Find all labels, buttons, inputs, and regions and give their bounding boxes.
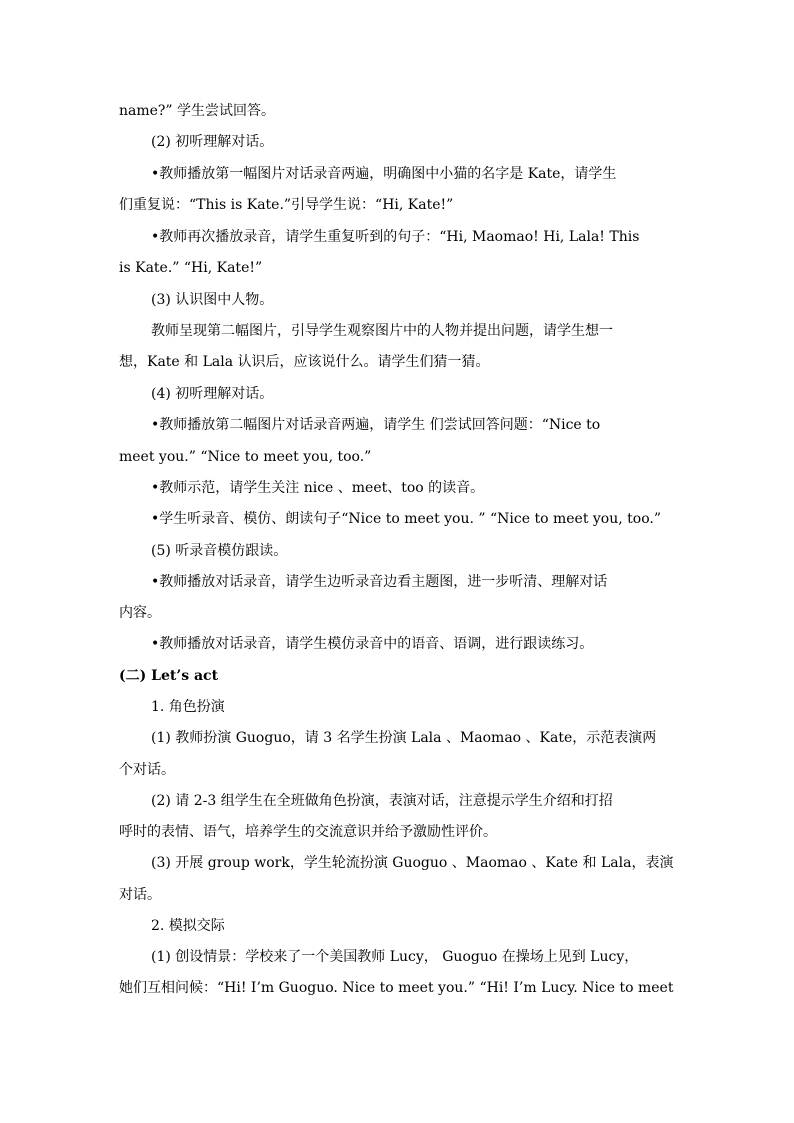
text-line: 对话。	[119, 887, 161, 903]
bullet-line: •教师播放对话录音，请学生模仿录音中的语音、语调，进行跟读练习。	[151, 636, 594, 652]
numbered-line: (3) 开展 group work，学生轮流扮演 Guoguo 、Maomao 、Kate 和 Lala，表演	[151, 855, 674, 871]
bullet-line: •教师再次播放录音，请学生重复听到的句子：“Hi, Maomao! Hi, Lala! This	[151, 229, 640, 245]
bullet-line: •教师播放对话录音，请学生边听录音边看主题图，进一步听清、理解对话	[151, 574, 608, 590]
section-heading: (二) Let’s act	[119, 668, 219, 684]
numbered-line: (2) 请 2-3 组学生在全班做角色扮演，表演对话，注意提示学生介绍和打招	[151, 793, 613, 809]
bullet-line: •学生听录音、模仿、朗读句子“Nice to meet you. ” “Nice to meet you, too.”	[151, 511, 661, 527]
numbered-line: (1) 创设情景：学校来了一个美国教师 Lucy， Guoguo 在操场上见到 Lucy，	[151, 949, 639, 965]
text-line: 个对话。	[119, 762, 175, 778]
text-line: is Kate.” “Hi, Kate!”	[119, 260, 263, 276]
subsection-heading: (3) 认识图中人物。	[151, 292, 274, 308]
subsection-heading: 2. 模拟交际	[151, 918, 225, 934]
text-line: 她们互相问候：“Hi! I’m Guoguo. Nice to meet you.” “Hi! I’m Lucy. Nice to meet	[119, 980, 674, 996]
subsection-heading: (2) 初听理解对话。	[151, 134, 274, 150]
text-line: 想，Kate 和 Lala 认识后，应该说什么。请学生们猜一猜。	[119, 354, 490, 370]
subsection-heading: (5) 听录音模仿跟读。	[151, 543, 288, 559]
text-line: 呼时的表情、语气，培养学生的交流意识并给予激励性评价。	[119, 824, 497, 840]
bullet-line: •教师示范，请学生关注 nice 、meet、too 的读音。	[151, 480, 485, 496]
text-line: 内容。	[119, 605, 161, 621]
paragraph-line: 教师呈现第二幅图片，引导学生观察图片中的人物并提出问题，请学生想一	[151, 323, 613, 339]
numbered-line: (1) 教师扮演 Guoguo，请 3 名学生扮演 Lala 、Maomao 、Kate，示范表演两	[151, 730, 657, 746]
bullet-line: •教师播放第一幅图片对话录音两遍，明确图中小猫的名字是 Kate，请学生	[151, 166, 617, 182]
bullet-line: •教师播放第二幅图片对话录音两遍，请学生 们尝试回答问题：“Nice to	[151, 417, 601, 433]
text-line: meet you.” “Nice to meet you, too.”	[119, 449, 372, 465]
text-line: 们重复说：“This is Kate.”引导学生说：“Hi, Kate!”	[119, 197, 454, 213]
subsection-heading: 1. 角色扮演	[151, 699, 225, 715]
text-line: name?” 学生尝试回答。	[119, 103, 276, 119]
subsection-heading: (4) 初听理解对话。	[151, 386, 274, 402]
